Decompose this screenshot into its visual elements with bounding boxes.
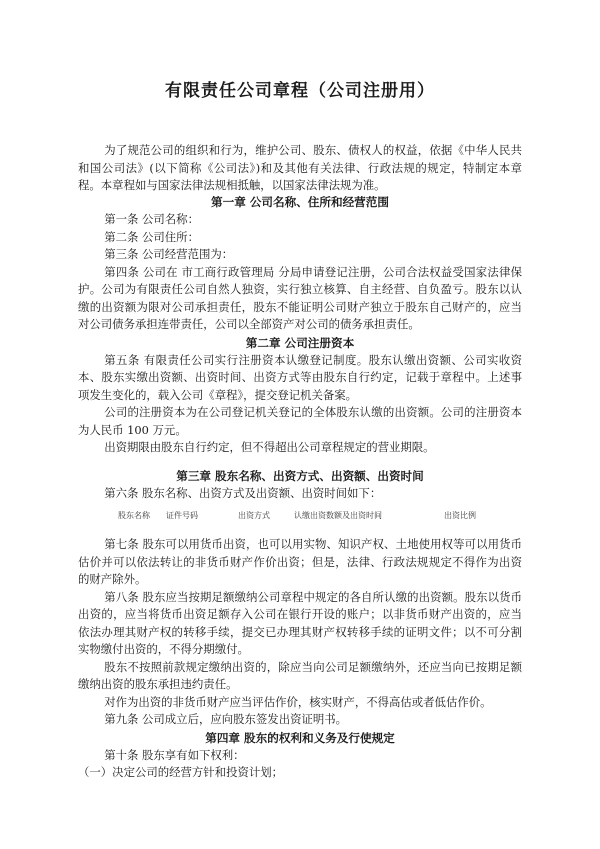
article-8-para-2: 股东不按照前款规定缴纳出资的，除应当向公司足额缴纳外，还应当向已按期足额缴纳出资的股东承担违约责任。 xyxy=(78,659,522,691)
chapter-2-heading: 第二章 公司注册资本 xyxy=(245,335,355,350)
article-10: 第十条 股东享有如下权利： xyxy=(104,747,245,762)
col-subscribed-amount-time: 认缴出资数额及出资时间 xyxy=(294,511,382,520)
article-10-item-1: （一）决定公司的经营方针和投资计划； xyxy=(78,765,284,779)
article-7: 第七条 股东可以用货币出资，也可以用实物、知识产权、土地使用权等可以用货币估价并可以依法转让的非货币财产作价出资；但是，法律、行政法规规定不得作为出资的财产除外。 xyxy=(78,537,522,586)
intro-paragraph: 为了规范公司的组织和行为，维护公司、股东、债权人的权益，依据《中华人民共和国公司法》(以下简称《公司法》)和及其他有关法律、行政法规的规定，特制定本章程。本章程如与国家法律法规相抵触，以国家法律法规为准。 xyxy=(78,143,522,192)
article-5-para-2: 公司的注册资本为在公司登记机关登记的全体股东认缴的出资额。公司的注册资本为人民币 100 万元。 xyxy=(78,405,522,437)
article-9: 第九条 公司成立后，应向股东签发出资证明书。 xyxy=(104,712,348,726)
article-8: 第八条 股东应当按期足额缴纳公司章程中规定的各自所认缴的出资额。股东以货币出资的，应当将货币出资足额存入公司在银行开设的账户；以非货币财产出资的，应当依法办理其财产权的转移手续，提交已办理其财产权转移手续的证明文件；以不可分割实物缴付出资的，不得分期缴付。 xyxy=(78,589,522,656)
col-contribution-ratio: 出资比例 xyxy=(444,511,476,520)
article-3: 第三条 公司经营范围为： xyxy=(104,247,234,261)
chapter-3-heading: 第三章 股东名称、出资方式、出资额、出资时间 xyxy=(176,468,424,483)
chapter-1-heading: 第一章 公司名称、住所和经营范围 xyxy=(211,195,389,209)
col-id-number: 证件号码 xyxy=(166,511,198,520)
chapter-4-heading: 第四章 股东的权利和义务及行使规定 xyxy=(205,730,395,745)
article-4: 第四条 公司在 市工商行政管理局 分局申请登记注册，公司合法权益受国家法律保护。公司为有限责任公司自然人独资，实行独立核算、自主经营、自负盈亏。股东以认缴的出资额为限对公司承担责任，股东不能证明公司财产独立于股东自己财产的，应当对公司债务承担连带责任，公司以全部资产对公司的债务承担责任。 xyxy=(78,264,522,331)
article-6: 第六条 股东名称、出资方式及出资额、出资时间如下： xyxy=(104,485,382,500)
col-contribution-method: 出资方式 xyxy=(238,511,270,520)
shareholder-table-header xyxy=(78,502,522,536)
spacer xyxy=(78,457,522,467)
col-shareholder-name: 股东名称 xyxy=(118,511,150,520)
article-1: 第一条 公司名称： xyxy=(104,212,199,226)
document-title: 有限责任公司章程（公司注册用） xyxy=(165,81,435,101)
article-8-para-3: 对作为出资的非货币财产应当评估作价，核实财产，不得高估或者低估作价。 xyxy=(104,694,492,709)
article-2: 第二条 公司住所： xyxy=(104,229,199,244)
article-5: 第五条 有限责任公司实行注册资本认缴登记制度。股东认缴出资额、公司实收资本、股东实缴出资额、出资时间、出资方式等由股东自行约定，记载于章程中。上述事项发生变化的，载入公司《章程》，提交登记机关备案。 xyxy=(78,352,522,402)
document-body xyxy=(78,193,522,782)
article-5-para-3: 出资期限由股东自行约定，但不得超出公司章程规定的营业期限。 xyxy=(104,440,435,454)
